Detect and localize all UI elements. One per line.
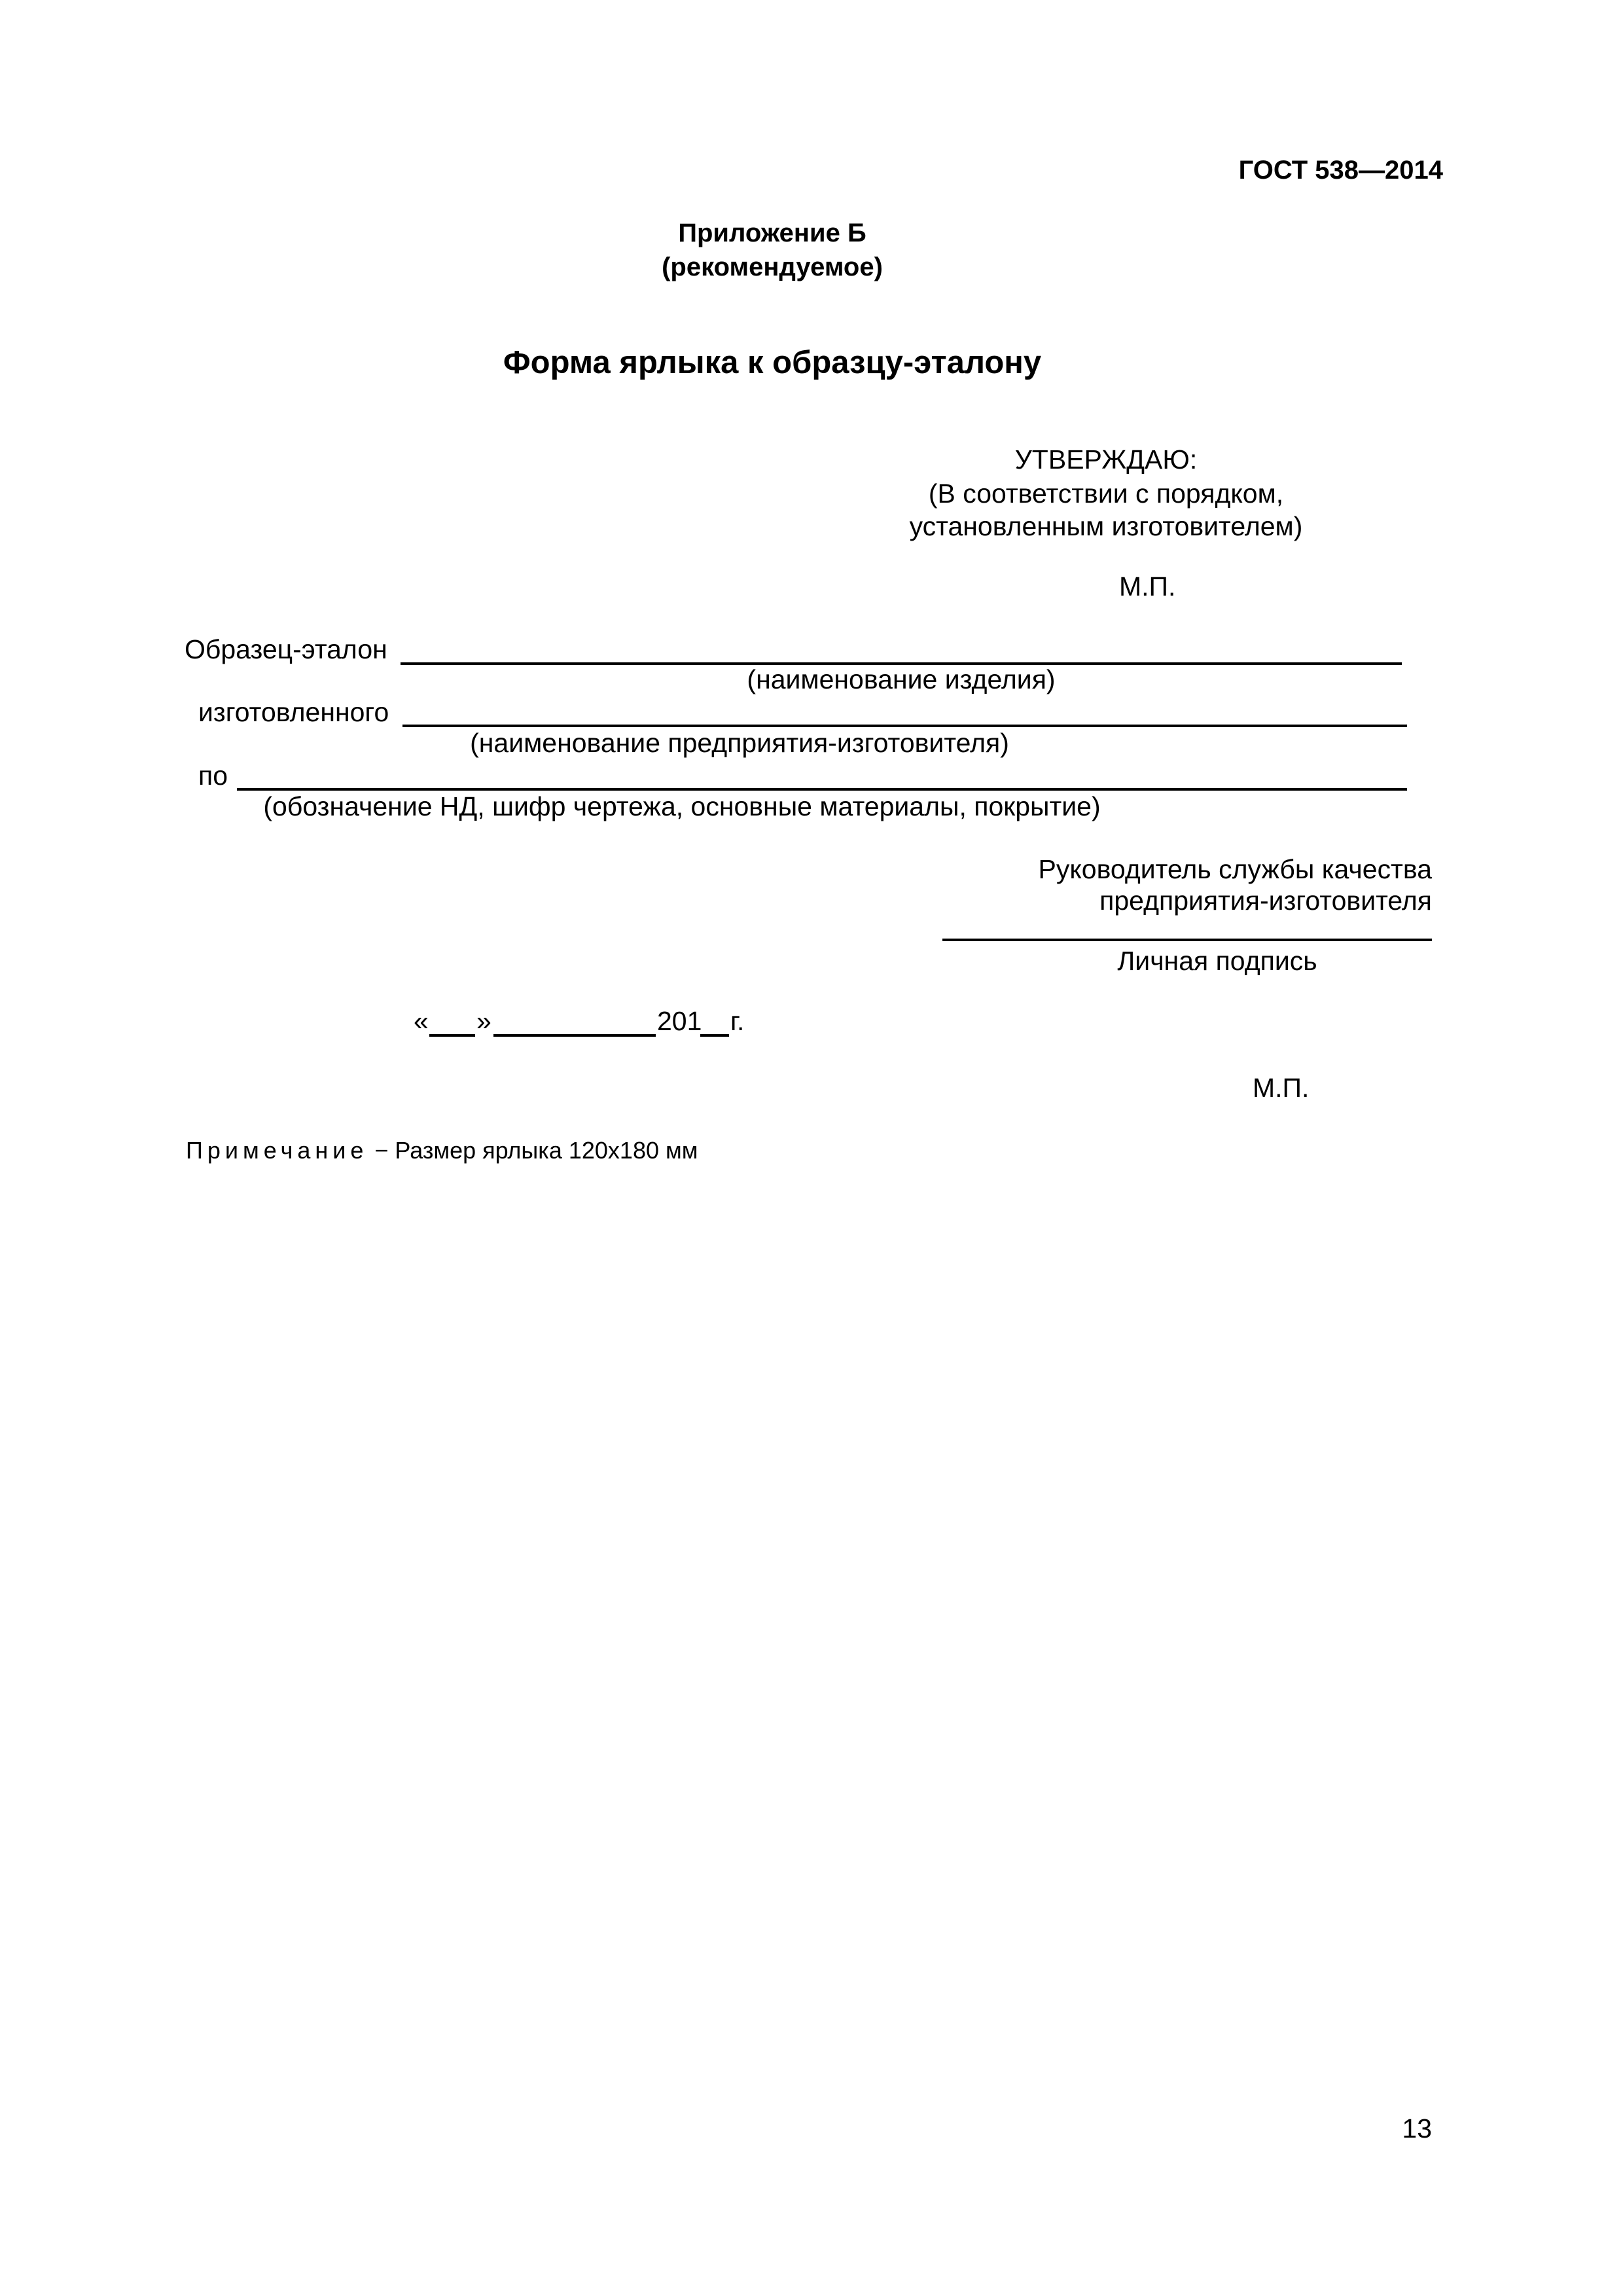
- date-line: [414, 1008, 806, 1045]
- manufactured-field-line[interactable]: [402, 725, 1407, 727]
- position-line1: Руководитель службы качества: [1038, 854, 1432, 884]
- page-number: 13: [1402, 2113, 1432, 2144]
- standard-id: ГОСТ 538—2014: [1238, 156, 1443, 185]
- date-year-suffix: г.: [730, 1006, 745, 1036]
- stamp-label-top: М.П.: [1119, 571, 1176, 601]
- approve-label: УТВЕРЖДАЮ:: [1014, 444, 1198, 475]
- sample-label: Образец-эталон: [185, 634, 387, 664]
- date-year-prefix: 201: [657, 1006, 702, 1036]
- by-field-line[interactable]: [237, 788, 1407, 791]
- note: [186, 1139, 698, 1162]
- sample-caption: (наименование изделия): [747, 664, 1056, 694]
- date-day-field[interactable]: [429, 1034, 475, 1037]
- position-line2: предприятия-изготовителя: [1099, 886, 1432, 916]
- signature-line[interactable]: [942, 939, 1432, 941]
- date-close-quote: »: [476, 1006, 491, 1036]
- date-open-quote: «: [414, 1006, 429, 1036]
- appendix-title: Приложение Б: [678, 219, 866, 247]
- signature-caption: Личная подпись: [1117, 946, 1317, 976]
- note-text: − Размер ярлыка 120х180 мм: [368, 1137, 698, 1164]
- stamp-label-bottom: М.П.: [1253, 1073, 1310, 1103]
- note-label: Примечание: [186, 1137, 368, 1164]
- appendix-status: (рекомендуемое): [662, 253, 883, 281]
- manufactured-label: изготовленного: [198, 697, 389, 727]
- form-title: Форма ярлыка к образцу-эталону: [503, 345, 1042, 380]
- by-caption: (обозначение НД, шифр чертежа, основные материалы, покрытие): [263, 791, 1101, 821]
- approve-note-line1: (В соответствии с порядком,: [928, 478, 1284, 509]
- date-month-field[interactable]: [493, 1034, 656, 1037]
- approve-note-line2: установленным изготовителем): [909, 511, 1303, 541]
- manufactured-caption: (наименование предприятия-изготовителя): [470, 728, 1009, 758]
- by-label: по: [198, 761, 228, 791]
- date-year-field[interactable]: [700, 1034, 729, 1037]
